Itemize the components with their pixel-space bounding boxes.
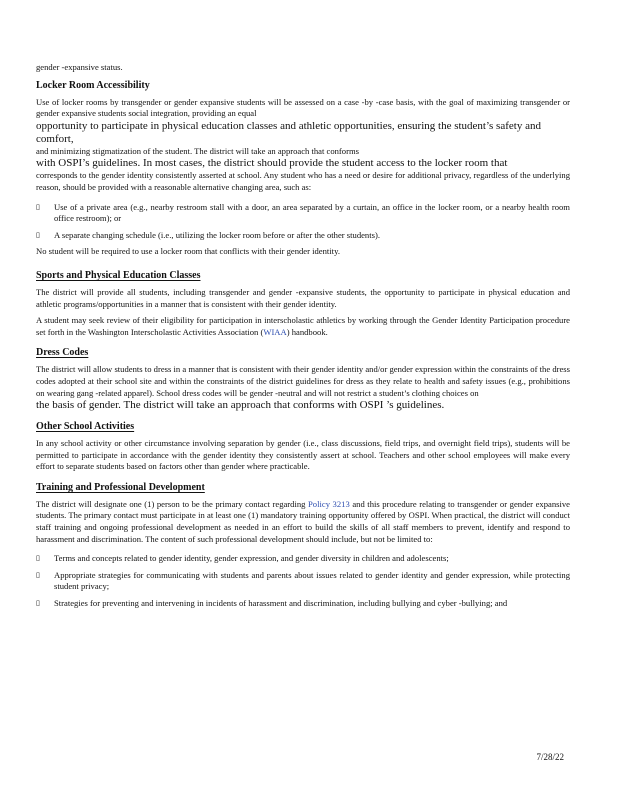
heading-locker-room: Locker Room Accessibility	[36, 79, 150, 91]
locker-alternatives-list	[36, 202, 570, 242]
heading-training: Training and Professional Development	[36, 481, 205, 493]
list-item: ▯ Strategies for preventing and intervening in incidents of harassment and discrimination, including bullying and cyber -bullying; and	[36, 598, 508, 609]
sports-paragraph-2: A student may seek review of their eligibility for participation in interscholastic athletics by working through the Gender Identity Participation procedure set forth in the Washington Interscholastic Activities Association (WIAA) handbook.	[36, 315, 570, 337]
other-paragraph: In any school activity or other circumstance involving separation by gender (i.e., class discussions, field trips, and overnight field trips), students will be permitted to participate in accordance with the gender identity they consistently assert at school. Teachers and other school employees will make every effort to separate students based on factors other than gender where practicable.	[36, 438, 570, 472]
wiaa-link[interactable]: WIAA	[263, 326, 287, 337]
list-item: ▯ Appropriate strategies for communicating with students and parents about issues related to gender identity and gender expression, while protecting student privacy;	[36, 569, 570, 592]
sports-paragraph-1: The district will provide all students, including transgender and gender -expansive students, the opportunity to participate in physical education and athletic programs/opportunities in a manner that is consistent with their gender identity.	[36, 286, 570, 309]
bullet-icon: ▯	[36, 599, 40, 608]
list-item: ▯ Use of a private area (e.g., nearby restroom stall with a door, an area separated by a curtain, an office in the locker room, or a nearby health room office restroom); or	[36, 201, 570, 224]
heading-other-activities: Other School Activities	[36, 421, 135, 433]
locker-paragraph-2: No student will be required to use a locker room that conflicts with their gender identity.	[36, 246, 340, 257]
footer-date: 7/28/22	[536, 752, 564, 762]
heading-sports: Sports and Physical Education Classes	[36, 269, 201, 281]
intro-tail: gender -expansive status.	[36, 62, 123, 72]
list-item: ▯ A separate changing schedule (i.e., utilizing the locker room before or after the other students).	[36, 229, 380, 240]
dress-paragraph: The district will allow students to dress in a manner that is consistent with their gender identity and/or gender expression within the constraints of the dress codes adopted at their school site and within the constraints of the district guidelines for dress as they relate to health and safety issues (e.g., prohibitions on wearing gang -related apparel). School dress codes will be gender -neutral and will not restrict a student’s clothing choices on the basis of gender. The district will take an approach that conforms with OSPI ’s guidelines.	[36, 364, 570, 412]
bullet-icon: ▯	[36, 202, 40, 211]
heading-dress-codes: Dress Codes	[36, 347, 89, 359]
bullet-icon: ▯	[36, 230, 40, 239]
document-page	[36, 62, 570, 615]
policy-3213-link[interactable]: Policy 3213	[308, 498, 350, 509]
locker-paragraph-1: Use of locker rooms by transgender or gender expansive students will be assessed on a case -by -case basis, with the goal of maximizing transgender or gender expansive students social integration, providing an equal opportunity to participate in physical education classes and athletic opportunities, ensuring the student’s safety and comfort, and minimizing stigmatization of the student. The district will take an approach that conforms with OSPI’s guidelines. In most cases, the district should provide the student access to the locker room that corresponds to the gender identity consistently asserted at school. Any student who has a need or desire for additional privacy, regardless of the underlying reason, should be provided with a reasonable alternative changing area, such as:	[36, 96, 570, 192]
training-topics-list	[36, 553, 570, 609]
list-item: ▯ Terms and concepts related to gender identity, gender expression, and gender diversity in children and adolescents;	[36, 553, 449, 564]
bullet-icon: ▯	[36, 554, 40, 563]
bullet-icon: ▯	[36, 570, 40, 579]
training-paragraph: The district will designate one (1) person to be the primary contact regarding Policy 3213 and this procedure relating to transgender or gender expansive students. The primary contact must participate in at least one (1) mandatory training opportunity offered by OSPI. When practical, the district will conduct staff training and ongoing professional development as needed in an effort to build the skills of all staff members to prevent, identify and respond to harassment and discrimination. The content of such professional development should include, but not be limited to:	[36, 498, 570, 544]
